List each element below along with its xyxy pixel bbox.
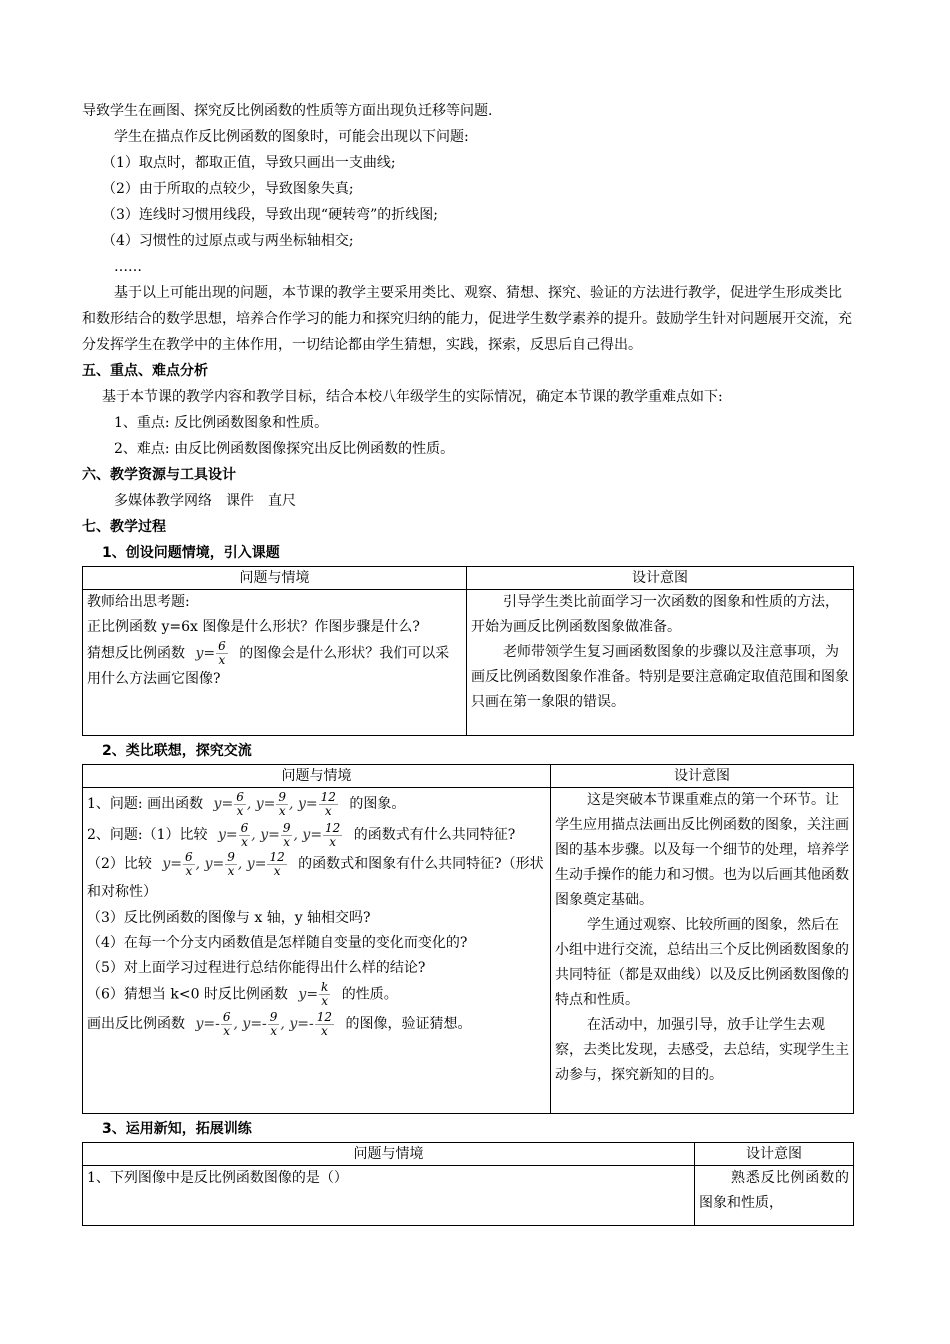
step-1-intent-cell [467, 590, 854, 736]
col-header-question: 问题与情境 [83, 765, 551, 788]
key-point: 1、重点: 反比例函数图象和性质。 [114, 415, 329, 431]
step-3-table [82, 1142, 854, 1226]
formula-y-6-over-x: y= $\frac{6}{x}$ [195, 639, 226, 667]
question-text: （4）在每一个分支内函数值是怎样随自变量的变化而变化的? [87, 935, 468, 951]
section-6-text: 多媒体教学网络 课件 直尺 [114, 493, 296, 509]
question-text: 1、下列图像中是反比例函数图像的是（） [87, 1170, 348, 1186]
question-text: （3）反比例函数的图像与 x 轴，y 轴相交吗? [87, 910, 371, 926]
formula-y-k-over-x: y= $\frac{k}{x}$ [298, 980, 329, 1008]
section-5-title: 五、重点、难点分析 [82, 363, 208, 379]
step-1-table [82, 566, 854, 736]
step-2-intent-cell [551, 788, 854, 1114]
intent-text: 在活动中，加强引导，放手让学生去观察，去类比发现，去感受，去总结，实现学生主动参与，探究新知的目的。 [555, 1017, 849, 1083]
section-7-title: 七、教学过程 [82, 519, 166, 535]
problem-item: （1）取点时，都取正值，导致只画出一支曲线; [102, 155, 396, 171]
section-6-title: 六、教学资源与工具设计 [82, 467, 236, 483]
question-text: （2）比较 y= $\frac{6}{x}$ , y= $\frac{9}{x}$ , y= $\frac{12}{x}$ 的函数式和图象有什么共同特征?（形状和对称性） [87, 849, 544, 900]
section-5-text: 基于本节课的教学内容和教学目标，结合本校八年级学生的实际情况，确定本节课的教学重难点如下: [102, 389, 723, 405]
intent-text: 这是突破本节课重难点的第一个环节。让学生应用描点法画出反比例函数的图象，关注画图的基本步骤。以及每一个细节的处理，培养学生动手操作的能力和习惯。也为以后画其他函数图象奠定基础。 [555, 792, 849, 908]
col-header-intent: 设计意图 [695, 1143, 854, 1166]
formula-set-positive: y= $\frac{6}{x}$ , y= $\frac{9}{x}$ , y= $\frac{12}{x}$ [162, 849, 285, 878]
problem-item: （4）习惯性的过原点或与两坐标轴相交; [102, 233, 354, 249]
problem-item: （2）由于所取的点较少，导致图象失真; [102, 181, 354, 197]
col-header-intent: 设计意图 [551, 765, 854, 788]
question-text: （6）猜想当 k<0 时反比例函数 y= $\frac{k}{x}$ 的性质。 [87, 980, 398, 1008]
formula-set-positive: y= $\frac{6}{x}$ , y= $\frac{9}{x}$ , y= $\frac{12}{x}$ [217, 820, 341, 849]
method-paragraph: 基于以上可能出现的问题，本节课的教学主要采用类比、观察、猜想、探究、验证的方法进行教学，促进学生形成类比和数形结合的数学思想，培养合作学习的能力和探究归纳的能力，促进学生数学素养的提升。鼓励学生针对问题展开交流，充分发挥学生在教学中的主体作用，一切结论都由学生猜想，实践，探索，反思后自己得出。 [82, 285, 852, 353]
question-text: 教师给出思考题: [87, 594, 190, 610]
question-text: 2、问题:（1）比较 y= $\frac{6}{x}$ , y= $\frac{9}{x}$ , y= $\frac{12}{x}$ 的函数式有什么共同特征? [87, 820, 516, 849]
ellipsis: …… [114, 259, 142, 275]
col-header-intent: 设计意图 [467, 567, 854, 590]
intent-text: 老师带领学生复习画函数图象的步骤以及注意事项，为画反比例函数图象作准备。特别是要注意确定取值范围和图象只画在第一象限的错误。 [471, 644, 849, 710]
question-text: 画出反比例函数 y=- $\frac{6}{x}$ , y=- $\frac{9}{x}$ , y=- $\frac{12}{x}$ 的图像，验证猜想。 [87, 1008, 546, 1040]
intro-line-2: 学生在描点作反比例函数的图象时，可能会出现以下问题: [114, 129, 469, 145]
step-2-question-cell [83, 788, 551, 1114]
formula-set-negative: y=- $\frac{6}{x}$ , y=- $\frac{9}{x}$ , y=- $\frac{12}{x}$ [195, 1009, 332, 1038]
problem-item: （3）连线时习惯用线段，导致出现“硬转弯”的折线图; [102, 207, 438, 223]
question-text: （5）对上面学习过程进行总结你能得出什么样的结论? [87, 960, 426, 976]
step-1-question-cell [83, 590, 467, 736]
difficult-point: 2、难点: 由反比例函数图像探究出反比例函数的性质。 [114, 441, 455, 457]
step-2-table [82, 764, 854, 1114]
col-header-question: 问题与情境 [83, 567, 467, 590]
document-page [82, 98, 854, 1226]
intent-text: 引导学生类比前面学习一次函数的图象和性质的方法，开始为画反比例函数图象做准备。 [471, 594, 839, 635]
intro-line-1: 导致学生在画图、探究反比例函数的性质等方面出现负迁移等问题. [82, 103, 493, 119]
col-header-question: 问题与情境 [83, 1143, 695, 1166]
question-text: 猜想反比例函数 y= $\frac{6}{x}$ 的图像会是什么形状？我们可以采用什么方法画它图像? [87, 639, 450, 687]
step-3-intent-cell [695, 1166, 854, 1226]
intent-text: 学生通过观察、比较所画的图象，然后在小组中进行交流，总结出三个反比例函数图象的共同特征（都是双曲线）以及反比例函数图像的特点和性质。 [555, 917, 849, 1008]
step-2-title: 2、类比联想，探究交流 [102, 743, 252, 759]
step-3-title: 3、运用新知，拓展训练 [102, 1121, 252, 1137]
formula-set-positive: y= $\frac{6}{x}$ , y= $\frac{9}{x}$ , y= $\frac{12}{x}$ [213, 789, 336, 818]
question-text: 1、问题: 画出函数 y= $\frac{6}{x}$ , y= $\frac{9}{x}$ , y= $\frac{12}{x}$ 的图象。 [87, 788, 546, 820]
step-3-question-cell [83, 1166, 695, 1226]
intent-text: 熟悉反比例函数的图象和性质， [699, 1170, 849, 1211]
question-text: 正比例函数 y=6x 图像是什么形状？作图步骤是什么? [87, 619, 420, 635]
step-1-title: 1、创设问题情境，引入课题 [102, 545, 280, 561]
